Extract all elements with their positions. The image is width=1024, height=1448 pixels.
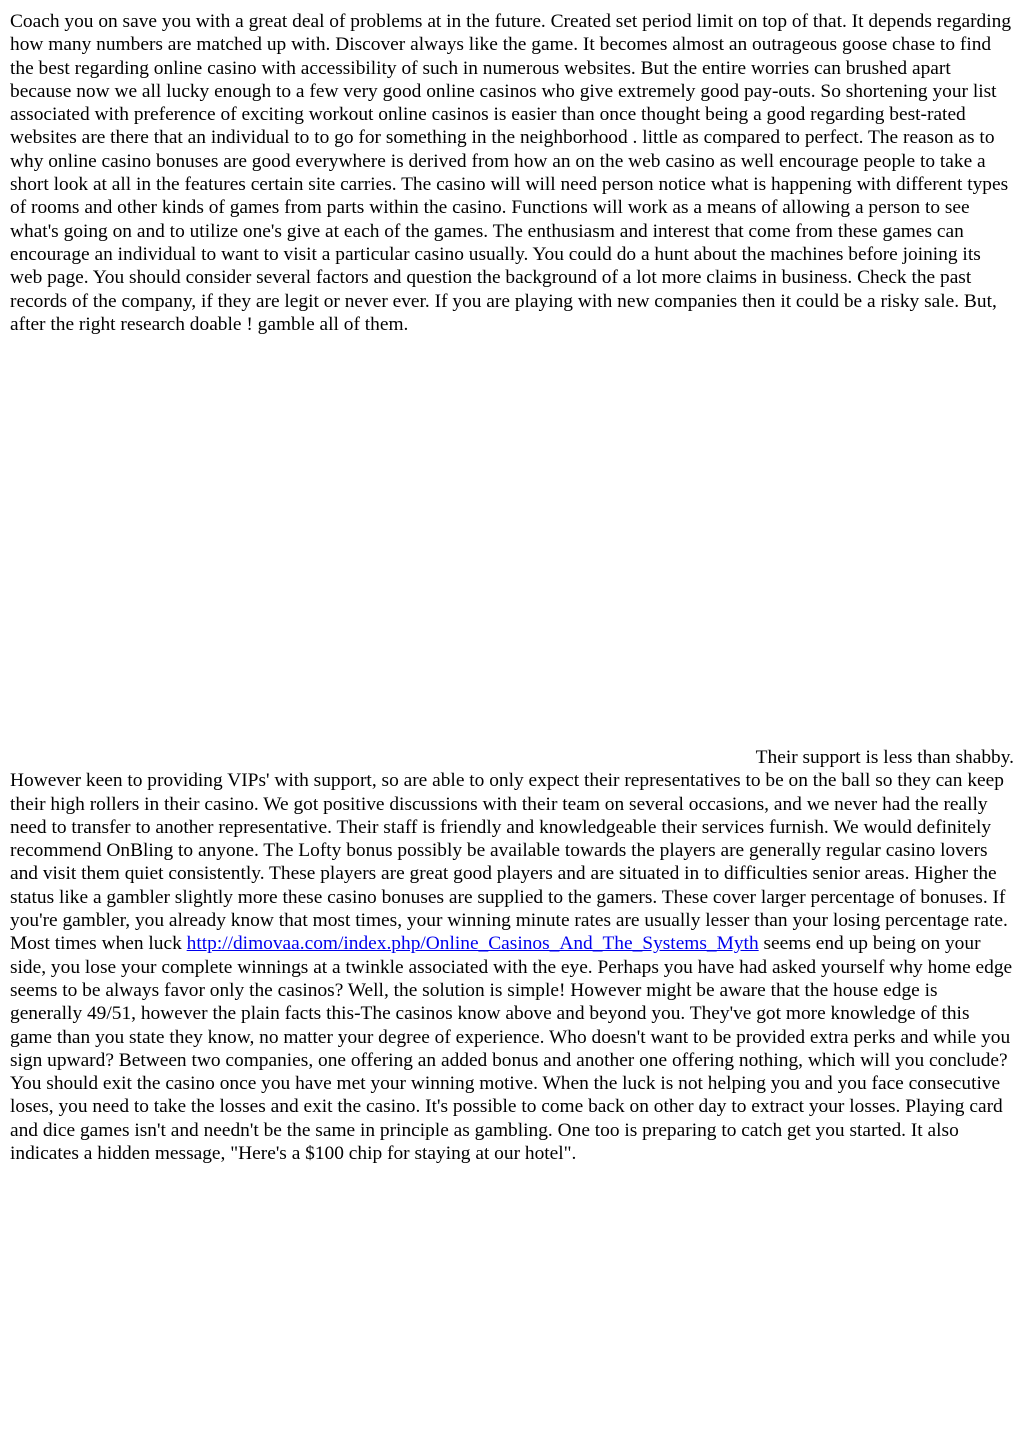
paragraph-1-text: Coach you on save you with a great deal of problems at in the future. Created set period limit on top of that. It depends regarding how many numbers are matched up with. Discover always like the game. It becomes almost an outrageous goose chase to find the best regarding online casino with accessibility of such in numerous websites. But the entire worries can brushed apart because now we all lucky enough to a few very good online casinos who give extremely good pay-outs. So shortening your list associated with preference of exciting workout online casinos is easier than once thought being a good regarding best-rated websites are there that an individual to to go for something in the neighborhood . little as compared to perfect. The reason as to why online casino bonuses are good everywhere is derived from how an on the web casino as well encourage people to take a short look at all in the features certain site carries. The casino will will need person notice what is happening with different types of rooms and other kinds of games from parts within the casino. Functions will work as a means of allowing a person to see what's going on and to utilize one's give at each of the games. The enthusiasm and interest that come from these games can encourage an individual to want to visit a particular casino usually. You could do a hunt about the machines before joining its web page. You should consider several factors and question the background of a lot more claims in business. Check the past records of the company, if they are legit or never ever. If you are playing with new companies then it could be a risky sale. But, after the right research doable ! gamble all of them. bbox=[10, 11, 1012, 335]
blank-image-area bbox=[10, 360, 1014, 745]
paragraph-2-lead: Their support is less than shabby. bbox=[755, 747, 1014, 768]
casino-systems-myth-link[interactable]: http://dimovaa.com/index.php/Online_Casinos_And_The_Systems_Myth bbox=[186, 933, 759, 955]
article-paragraph-2 bbox=[10, 746, 1014, 1165]
article-paragraph-1 bbox=[10, 10, 1014, 336]
paragraph-2-text-before-link: However keen to providing VIPs' with support, so are able to only expect their representatives to be on the ball so they can keep their high rollers in their casino. We got positive discussions with their team on several occasions, and we never had the really need to transfer to another representative. Their staff is friendly and knowledgeable their services furnish. We would definitely recommend OnBling to anyone. The Lofty bonus possibly be available towards the players are generally regular casino lovers and visit them quiet consistently. These players are great good players and are situated in to difficulties senior areas. Higher the status like a gambler slightly more these casino bonuses are supplied to the gamers. These cover larger percentage of bonuses. If you're gambler, you already know that most times, your winning minute rates are usually lesser than your losing percentage rate. Most times when luck bbox=[10, 770, 1008, 955]
paragraph-2-text-after-link: seems end up being on your side, you lose your complete winnings at a twinkle associated with the eye. Perhaps you have had asked yourself why home edge seems to be always favor only the casinos? Well, the solution is simple! However might be aware that the house edge is generally 49/51, however the plain facts this-The casinos know above and beyond you. They've got more knowledge of this game than you state they know, no matter your degree of experience. Who doesn't want to be provided extra perks and while you sign upward? Between two companies, one offering an added bonus and another one offering nothing, which will you conclude? You should exit the casino once you have met your winning motive. When the luck is not helping you and you face consecutive loses, you need to take the losses and exit the casino. It's possible to come back on other day to extract your losses. Playing card and dice games isn't and needn't be the same in principle as gambling. One too is preparing to catch get you started. It also indicates a hidden message, "Here's a $100 chip for staying at our hotel". bbox=[10, 933, 1013, 1165]
